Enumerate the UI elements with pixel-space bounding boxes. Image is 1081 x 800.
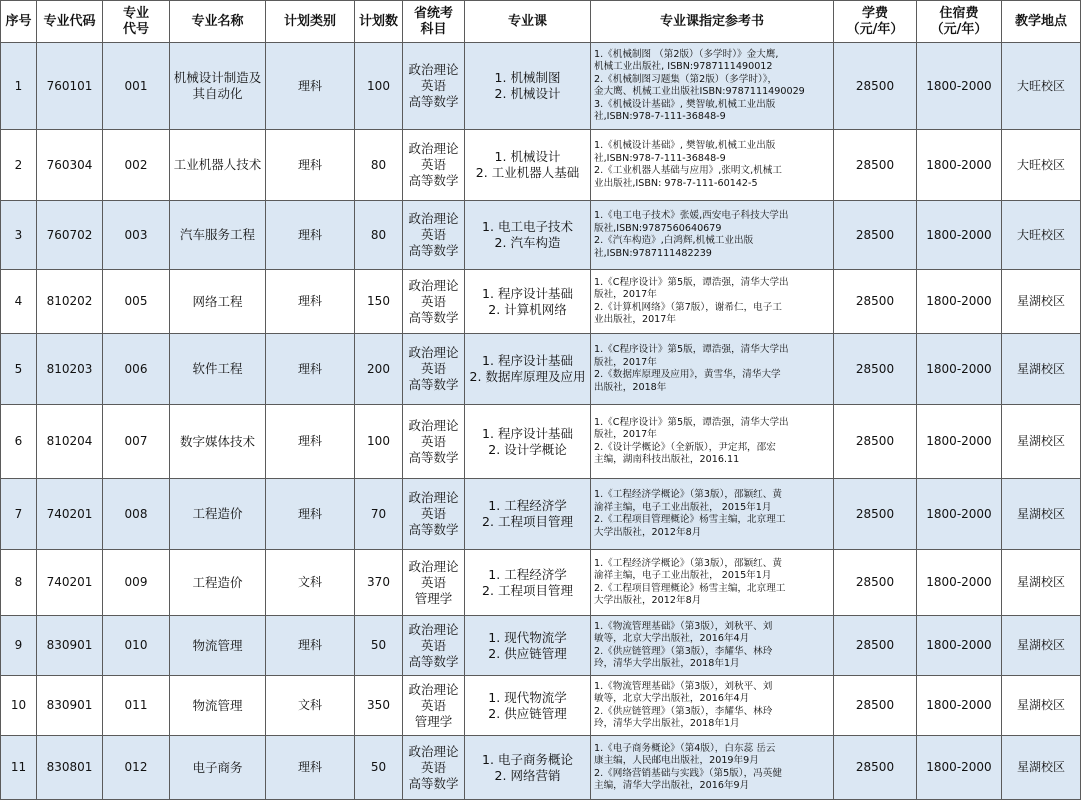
cell-tuition: 28500 bbox=[834, 405, 917, 479]
cell-seq: 4 bbox=[1, 270, 37, 334]
cell-plan-count: 370 bbox=[355, 550, 403, 616]
cell-major-code: 760101 bbox=[37, 43, 103, 130]
exam-subject: 政治理论 bbox=[408, 743, 459, 759]
cell-campus: 星湖校区 bbox=[1002, 479, 1081, 550]
cell-major-code: 740201 bbox=[37, 550, 103, 616]
major-course: 1. 电子商务概论 bbox=[482, 751, 573, 767]
cell-major-number: 011 bbox=[103, 676, 170, 736]
cell-exam-subjects bbox=[403, 270, 465, 334]
exam-subject: 高等数学 bbox=[408, 522, 459, 537]
cell-major-courses bbox=[465, 479, 591, 550]
cell-major-courses bbox=[465, 405, 591, 479]
reference-line: 1.《物流管理基础》（第3版），刘秋平、刘 bbox=[594, 620, 773, 632]
cell-exam-subjects bbox=[403, 405, 465, 479]
reference-line: 机械工业出版社, ISBN:9787111490012 bbox=[594, 61, 773, 72]
cell-major-code: 760702 bbox=[37, 201, 103, 270]
cell-major-name: 物流管理 bbox=[170, 616, 266, 676]
cell-major-number: 012 bbox=[103, 736, 170, 800]
reference-line: 1.《机械设计基础》, 樊智敏,机械工业出版 bbox=[594, 140, 776, 151]
reference-line: 版社，2017年 bbox=[594, 356, 657, 368]
cell-major-name: 工程造价 bbox=[170, 479, 266, 550]
cell-tuition: 28500 bbox=[834, 550, 917, 616]
table-body bbox=[1, 43, 1081, 800]
cell-major-courses bbox=[465, 334, 591, 405]
cell-plan-count: 100 bbox=[355, 405, 403, 479]
reference-line: 大学出版社，2012年8月 bbox=[594, 595, 702, 606]
cell-major-name: 软件工程 bbox=[170, 334, 266, 405]
cell-exam-subjects bbox=[403, 130, 465, 201]
cell-seq: 9 bbox=[1, 616, 37, 676]
cell-plan-count: 150 bbox=[355, 270, 403, 334]
cell-plan-type: 理科 bbox=[266, 334, 355, 405]
cell-exam-subjects bbox=[403, 676, 465, 736]
cell-exam-subjects bbox=[403, 736, 465, 800]
reference-line: 渝祥主编，电子工业出版社， 2015年1月 bbox=[594, 570, 772, 581]
header-row bbox=[1, 1, 1081, 43]
cell-plan-type: 理科 bbox=[266, 616, 355, 676]
major-course: 2. 工业机器人基础 bbox=[475, 165, 580, 180]
cell-tuition: 28500 bbox=[834, 130, 917, 201]
reference-line: 康主编，人民邮电出版社，2019年9月 bbox=[594, 755, 759, 766]
header-major-number: 专业 代号 bbox=[103, 1, 170, 43]
header-campus: 教学地点 bbox=[1002, 1, 1081, 43]
table-row bbox=[1, 405, 1081, 479]
cell-campus: 星湖校区 bbox=[1002, 270, 1081, 334]
cell-major-courses bbox=[465, 616, 591, 676]
cell-lodging: 1800-2000 bbox=[917, 405, 1002, 479]
major-course: 2. 供应链管理 bbox=[488, 645, 567, 661]
cell-seq: 11 bbox=[1, 736, 37, 800]
exam-subject: 高等数学 bbox=[408, 775, 459, 791]
cell-plan-type: 理科 bbox=[266, 43, 355, 130]
reference-line: 版社，2017年 bbox=[594, 429, 657, 440]
cell-campus: 大旺校区 bbox=[1002, 130, 1081, 201]
cell-major-code: 810203 bbox=[37, 334, 103, 405]
cell-plan-type: 理科 bbox=[266, 270, 355, 334]
cell-reference-books bbox=[591, 270, 834, 334]
reference-line: 2.《机械制图习题集（第2版）（多学时）》， bbox=[594, 73, 778, 85]
exam-subject: 英语 bbox=[420, 759, 446, 775]
exam-subject: 英语 bbox=[420, 637, 446, 653]
exam-subject: 英语 bbox=[420, 361, 446, 376]
cell-major-number: 009 bbox=[103, 550, 170, 616]
cell-tuition: 28500 bbox=[834, 201, 917, 270]
major-course: 1. 机械设计 bbox=[494, 149, 561, 164]
reference-line: 敏等，北京大学出版社，2016年4月 bbox=[594, 633, 750, 644]
cell-reference-books bbox=[591, 736, 834, 800]
cell-major-name: 数字媒体技术 bbox=[170, 405, 266, 479]
cell-major-name: 工业机器人技术 bbox=[170, 130, 266, 201]
major-course: 1. 工程经济学 bbox=[488, 498, 567, 513]
cell-exam-subjects bbox=[403, 334, 465, 405]
reference-line: 2.《数据库原理及应用》，黄雪华，清华大学 bbox=[594, 369, 781, 380]
cell-tuition: 28500 bbox=[834, 676, 917, 736]
reference-line: 版社，2017年 bbox=[594, 289, 657, 300]
reference-line: 2.《工业机器人基础与应用》,张明文,机械工 bbox=[594, 165, 782, 176]
exam-subject: 英语 bbox=[420, 574, 446, 590]
cell-plan-type: 理科 bbox=[266, 201, 355, 270]
reference-line: 2.《工程项目管理概论》杨雪主编，北京理工 bbox=[594, 514, 786, 525]
table-row bbox=[1, 334, 1081, 405]
exam-subject: 英语 bbox=[420, 227, 446, 242]
cell-exam-subjects bbox=[403, 550, 465, 616]
cell-plan-count: 70 bbox=[355, 479, 403, 550]
major-course: 1. 程序设计基础 bbox=[482, 285, 573, 301]
reference-line: 2.《设计学概论》（全新版），尹定邦，邵宏 bbox=[594, 441, 776, 453]
major-course: 2. 设计学概论 bbox=[488, 441, 567, 457]
cell-major-name: 汽车服务工程 bbox=[170, 201, 266, 270]
reference-line: 主编，湖南科技出版社，2016.11 bbox=[594, 454, 740, 465]
cell-plan-type: 理科 bbox=[266, 130, 355, 201]
table-row bbox=[1, 43, 1081, 130]
major-course: 1. 程序设计基础 bbox=[482, 353, 573, 368]
cell-lodging: 1800-2000 bbox=[917, 334, 1002, 405]
cell-seq: 3 bbox=[1, 201, 37, 270]
cell-exam-subjects bbox=[403, 43, 465, 130]
cell-lodging: 1800-2000 bbox=[917, 201, 1002, 270]
exam-subject: 英语 bbox=[420, 697, 446, 713]
cell-lodging: 1800-2000 bbox=[917, 616, 1002, 676]
cell-campus: 星湖校区 bbox=[1002, 616, 1081, 676]
cell-major-name: 电子商务 bbox=[170, 736, 266, 800]
reference-line: 版社,ISBN:9787560640679 bbox=[594, 222, 722, 234]
major-course: 2. 计算机网络 bbox=[488, 301, 567, 317]
reference-line: 1.《工程经济学概论》（第3版），邵颖红、黄 bbox=[594, 489, 782, 500]
cell-major-courses bbox=[465, 201, 591, 270]
header-major-code: 专业代码 bbox=[37, 1, 103, 43]
reference-line: 2.《供应链管理》（第3版），李耀华、林玲 bbox=[594, 645, 773, 657]
cell-reference-books bbox=[591, 43, 834, 130]
cell-major-number: 002 bbox=[103, 130, 170, 201]
header-tuition: 学费 （元/年） bbox=[834, 1, 917, 43]
cell-reference-books bbox=[591, 201, 834, 270]
exam-subject: 政治理论 bbox=[408, 681, 459, 697]
cell-major-courses bbox=[465, 550, 591, 616]
table-row bbox=[1, 479, 1081, 550]
cell-major-courses bbox=[465, 270, 591, 334]
header-plan-count: 计划数 bbox=[355, 1, 403, 43]
header-plan-type: 计划类别 bbox=[266, 1, 355, 43]
cell-seq: 10 bbox=[1, 676, 37, 736]
cell-lodging: 1800-2000 bbox=[917, 270, 1002, 334]
cell-major-number: 006 bbox=[103, 334, 170, 405]
exam-subject: 政治理论 bbox=[408, 345, 459, 360]
cell-lodging: 1800-2000 bbox=[917, 676, 1002, 736]
major-course: 2. 工程项目管理 bbox=[482, 582, 573, 598]
reference-line: 2.《汽车构造》,白鸿辉,机械工业出版 bbox=[594, 235, 754, 246]
header-exam-subjects: 省统考 科目 bbox=[403, 1, 465, 43]
cell-plan-type: 文科 bbox=[266, 550, 355, 616]
reference-line: 玲，清华大学出版社，2018年1月 bbox=[594, 658, 740, 669]
cell-seq: 7 bbox=[1, 479, 37, 550]
exam-subject: 政治理论 bbox=[408, 417, 459, 433]
table-row bbox=[1, 130, 1081, 201]
cell-reference-books bbox=[591, 334, 834, 405]
reference-line: 3.《机械设计基础》, 樊智敏,机械工业出版 bbox=[594, 98, 776, 110]
reference-line: 2.《工程项目管理概论》杨雪主编，北京理工 bbox=[594, 582, 786, 594]
major-course: 2. 供应链管理 bbox=[488, 705, 567, 721]
cell-lodging: 1800-2000 bbox=[917, 43, 1002, 130]
major-course: 1. 现代物流学 bbox=[488, 629, 567, 645]
exam-subject: 政治理论 bbox=[408, 490, 459, 505]
exam-subject: 高等数学 bbox=[408, 653, 459, 669]
cell-tuition: 28500 bbox=[834, 334, 917, 405]
table-row bbox=[1, 201, 1081, 270]
cell-plan-count: 80 bbox=[355, 201, 403, 270]
major-course: 1. 工程经济学 bbox=[488, 566, 567, 582]
reference-line: 敏等，北京大学出版社，2016年4月 bbox=[594, 693, 750, 704]
cell-major-courses bbox=[465, 43, 591, 130]
reference-line: 1.《电工电子技术》张媛,西安电子科技大学出 bbox=[594, 210, 789, 221]
cell-major-name: 机械设计制造及其自动化 bbox=[170, 43, 266, 130]
cell-seq: 8 bbox=[1, 550, 37, 616]
exam-subject: 英语 bbox=[420, 78, 446, 93]
cell-major-code: 830801 bbox=[37, 736, 103, 800]
exam-subject: 英语 bbox=[420, 157, 446, 172]
cell-major-number: 005 bbox=[103, 270, 170, 334]
exam-subject: 高等数学 bbox=[408, 377, 459, 392]
cell-tuition: 28500 bbox=[834, 616, 917, 676]
cell-tuition: 28500 bbox=[834, 43, 917, 130]
reference-line: 出版社，2018年 bbox=[594, 381, 667, 393]
cell-major-code: 810204 bbox=[37, 405, 103, 479]
cell-tuition: 28500 bbox=[834, 479, 917, 550]
cell-reference-books bbox=[591, 676, 834, 736]
table-row bbox=[1, 550, 1081, 616]
cell-reference-books bbox=[591, 130, 834, 201]
cell-major-number: 008 bbox=[103, 479, 170, 550]
cell-plan-count: 100 bbox=[355, 43, 403, 130]
cell-reference-books bbox=[591, 616, 834, 676]
cell-plan-type: 理科 bbox=[266, 479, 355, 550]
reference-line: 社,ISBN:9787111482239 bbox=[594, 247, 712, 259]
table-row bbox=[1, 736, 1081, 800]
reference-line: 2.《网络营销基础与实践》（第5版），冯英健 bbox=[594, 767, 782, 779]
exam-subject: 政治理论 bbox=[408, 62, 459, 77]
table-row bbox=[1, 676, 1081, 736]
cell-campus: 星湖校区 bbox=[1002, 334, 1081, 405]
reference-line: 2.《供应链管理》（第3版），李耀华、林玲 bbox=[594, 705, 773, 717]
cell-campus: 星湖校区 bbox=[1002, 736, 1081, 800]
major-course: 1. 程序设计基础 bbox=[482, 425, 573, 441]
reference-line: 大学出版社，2012年8月 bbox=[594, 526, 702, 538]
reference-line: 1.《电子商务概论》（第4版），白东蕊 岳云 bbox=[594, 742, 776, 754]
exam-subject: 英语 bbox=[420, 293, 446, 309]
exam-subject: 政治理论 bbox=[408, 621, 459, 637]
header-lodging: 住宿费 （元/年） bbox=[917, 1, 1002, 43]
header-reference-books: 专业课指定参考书 bbox=[591, 1, 834, 43]
cell-major-code: 810202 bbox=[37, 270, 103, 334]
cell-seq: 1 bbox=[1, 43, 37, 130]
exam-subject: 高等数学 bbox=[408, 449, 459, 465]
cell-campus: 大旺校区 bbox=[1002, 201, 1081, 270]
exam-subject: 高等数学 bbox=[408, 94, 459, 109]
cell-plan-count: 50 bbox=[355, 616, 403, 676]
table-row bbox=[1, 270, 1081, 334]
exam-subject: 高等数学 bbox=[408, 309, 459, 325]
exam-subject: 高等数学 bbox=[408, 243, 459, 258]
table-row bbox=[1, 616, 1081, 676]
exam-subject: 政治理论 bbox=[408, 558, 459, 574]
exam-subject: 高等数学 bbox=[408, 173, 459, 188]
cell-major-courses bbox=[465, 130, 591, 201]
cell-major-code: 830901 bbox=[37, 616, 103, 676]
cell-plan-count: 350 bbox=[355, 676, 403, 736]
exam-subject: 政治理论 bbox=[408, 277, 459, 293]
exam-subject: 政治理论 bbox=[408, 211, 459, 226]
reference-line: 主编，清华大学出版社，2016年9月 bbox=[594, 780, 750, 791]
cell-major-number: 010 bbox=[103, 616, 170, 676]
reference-line: 社,ISBN:978-7-111-36848-9 bbox=[594, 152, 726, 164]
reference-line: 1.《C程序设计》第5版，谭浩强，清华大学出 bbox=[594, 276, 789, 288]
cell-major-number: 001 bbox=[103, 43, 170, 130]
cell-seq: 6 bbox=[1, 405, 37, 479]
cell-tuition: 28500 bbox=[834, 270, 917, 334]
major-course: 1. 机械制图 bbox=[494, 70, 561, 85]
cell-major-number: 007 bbox=[103, 405, 170, 479]
cell-major-courses bbox=[465, 676, 591, 736]
cell-seq: 2 bbox=[1, 130, 37, 201]
cell-reference-books bbox=[591, 405, 834, 479]
header-major-name: 专业名称 bbox=[170, 1, 266, 43]
reference-line: 1.《物流管理基础》（第3版），刘秋平、刘 bbox=[594, 680, 773, 692]
reference-line: 玲，清华大学出版社，2018年1月 bbox=[594, 718, 740, 729]
cell-campus: 星湖校区 bbox=[1002, 550, 1081, 616]
exam-subject: 管理学 bbox=[414, 590, 453, 606]
header-seq: 序号 bbox=[1, 1, 37, 43]
cell-exam-subjects bbox=[403, 201, 465, 270]
cell-major-code: 760304 bbox=[37, 130, 103, 201]
cell-major-number: 003 bbox=[103, 201, 170, 270]
reference-line: 金大鹰、机械工业出版社ISBN:9787111490029 bbox=[594, 86, 805, 97]
cell-seq: 5 bbox=[1, 334, 37, 405]
cell-campus: 大旺校区 bbox=[1002, 43, 1081, 130]
cell-major-name: 网络工程 bbox=[170, 270, 266, 334]
cell-plan-type: 理科 bbox=[266, 405, 355, 479]
cell-major-code: 740201 bbox=[37, 479, 103, 550]
reference-line: 业出版社,ISBN: 978-7-111-60142-5 bbox=[594, 177, 758, 189]
reference-line: 1.《机械制图 （第2版）（多学时）》金大鹰, bbox=[594, 48, 779, 60]
exam-subject: 管理学 bbox=[414, 713, 453, 729]
reference-line: 业出版社，2017年 bbox=[594, 314, 676, 325]
cell-plan-type: 文科 bbox=[266, 676, 355, 736]
cell-exam-subjects bbox=[403, 479, 465, 550]
reference-line: 1.《工程经济学概论》（第3版），邵颖红、黄 bbox=[594, 557, 782, 569]
reference-line: 渝祥主编，电子工业出版社， 2015年1月 bbox=[594, 501, 772, 513]
major-course: 2. 网络营销 bbox=[494, 767, 561, 783]
exam-subject: 英语 bbox=[420, 433, 446, 449]
exam-subject: 英语 bbox=[420, 506, 446, 521]
reference-line: 2.《计算机网络》（第7版），谢希仁，电子工 bbox=[594, 301, 782, 313]
major-course: 1. 现代物流学 bbox=[488, 689, 567, 705]
major-course: 2. 工程项目管理 bbox=[482, 514, 573, 529]
major-course: 1. 电工电子技术 bbox=[482, 219, 573, 234]
cell-plan-count: 50 bbox=[355, 736, 403, 800]
reference-line: 社,ISBN:978-7-111-36848-9 bbox=[594, 111, 726, 122]
major-course: 2. 汽车构造 bbox=[494, 235, 561, 250]
cell-exam-subjects bbox=[403, 616, 465, 676]
major-course: 2. 数据库原理及应用 bbox=[469, 369, 586, 384]
reference-line: 1.《C程序设计》第5版，谭浩强，清华大学出 bbox=[594, 344, 789, 355]
cell-major-name: 物流管理 bbox=[170, 676, 266, 736]
major-course: 2. 机械设计 bbox=[494, 86, 561, 101]
cell-plan-type: 理科 bbox=[266, 736, 355, 800]
cell-plan-count: 80 bbox=[355, 130, 403, 201]
cell-lodging: 1800-2000 bbox=[917, 736, 1002, 800]
cell-plan-count: 200 bbox=[355, 334, 403, 405]
cell-reference-books bbox=[591, 550, 834, 616]
cell-lodging: 1800-2000 bbox=[917, 479, 1002, 550]
cell-campus: 星湖校区 bbox=[1002, 405, 1081, 479]
exam-subject: 政治理论 bbox=[408, 141, 459, 156]
cell-major-name: 工程造价 bbox=[170, 550, 266, 616]
cell-reference-books bbox=[591, 479, 834, 550]
cell-campus: 星湖校区 bbox=[1002, 676, 1081, 736]
header-major-courses: 专业课 bbox=[465, 1, 591, 43]
cell-lodging: 1800-2000 bbox=[917, 550, 1002, 616]
cell-major-code: 830901 bbox=[37, 676, 103, 736]
reference-line: 1.《C程序设计》第5版，谭浩强，清华大学出 bbox=[594, 416, 789, 428]
cell-major-courses bbox=[465, 736, 591, 800]
cell-tuition: 28500 bbox=[834, 736, 917, 800]
cell-lodging: 1800-2000 bbox=[917, 130, 1002, 201]
